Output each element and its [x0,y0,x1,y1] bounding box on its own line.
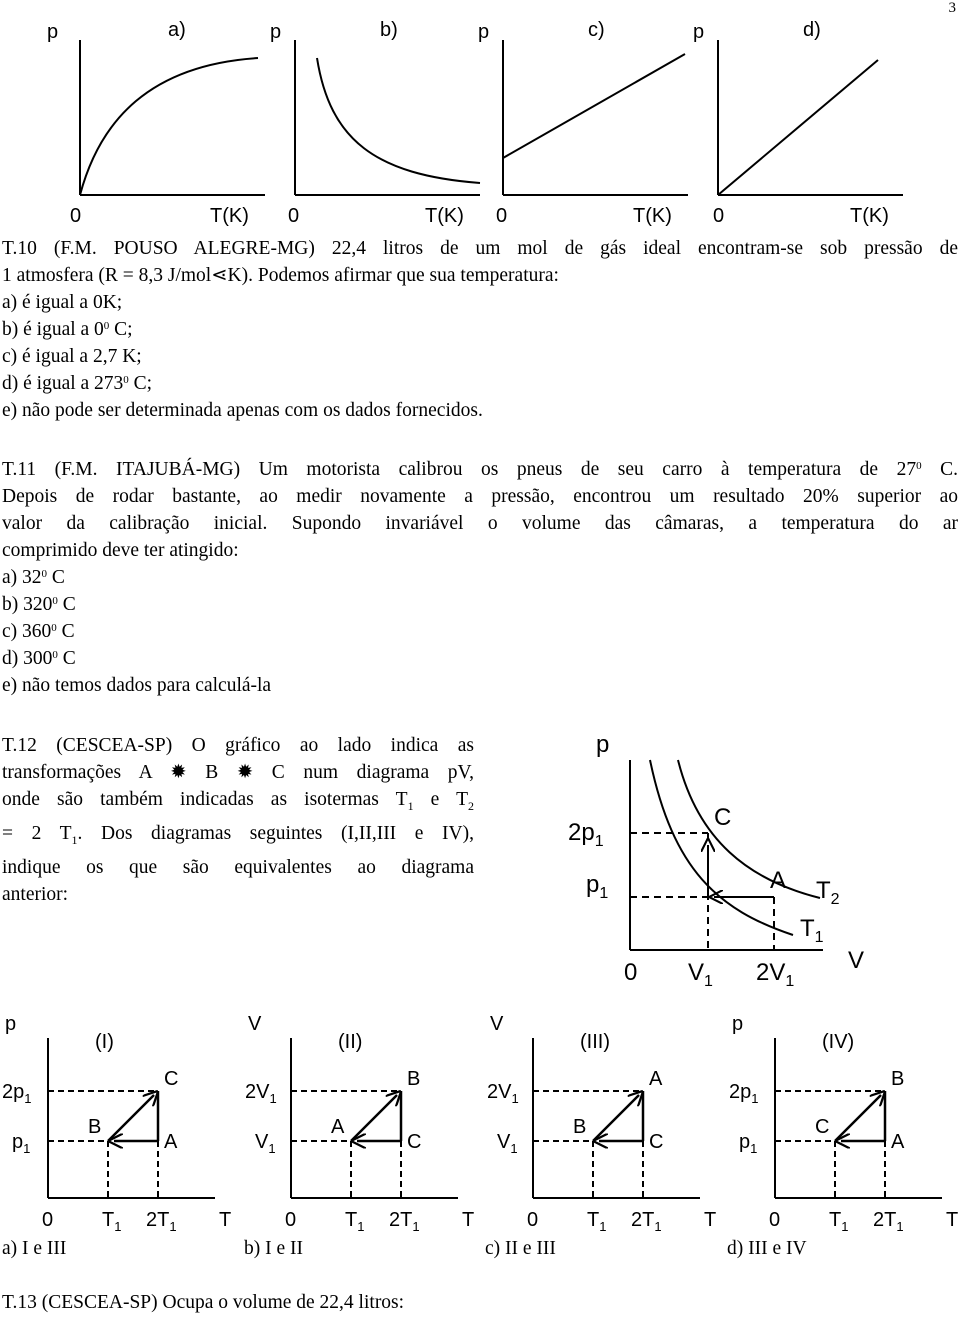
q11-option-d: d) $300^0$ C [2,648,76,669]
q12-line-4: = 2 $T_1$. Dos diagramas seguintes (I,II,III e IV), [2,822,474,847]
q11-line-1: T.11 (F.M. ITAJUBÁ-MG) Um motorista calibrou os pneus de seu carro à temperatura de $27^0$ C. [2,459,958,480]
x-axis-label: T [946,1209,959,1231]
x-label-2t1: $2T_1$ [873,1209,904,1234]
x-label-t1: $T_1$ [587,1209,607,1234]
y-label-low: $V_1$ [497,1131,518,1156]
y-label-low: $p_1$ [12,1131,31,1156]
graph-d [693,19,903,227]
top-graphs [0,0,960,235]
q11-option-b: b) $320^0$ C [2,594,76,615]
y-label-low: $V_1$ [255,1131,276,1156]
point-label-low-right: C [407,1131,422,1153]
graph-d-x-label: T(K) [850,205,889,227]
pv-label-2p1: $2p_1$ [568,819,604,850]
diagram-1 [2,1013,231,1234]
pv-y-label: p [596,731,610,758]
pv-label-a: A [770,867,787,894]
diagonal-path [108,1095,154,1141]
point-label-high: B [407,1068,421,1090]
graph-c [478,19,688,227]
y-label-high: $2V_1$ [245,1081,277,1106]
question-t13: T.13 (CESCEA-SP) Ocupa o volume de 22,4 litros: [2,1292,405,1313]
x-label-t1: $T_1$ [102,1209,122,1234]
y-axis-label: V [490,1013,504,1035]
pv-label-2v1: $2V_1$ [756,959,795,990]
point-label-high: C [164,1068,179,1090]
line-c [503,54,685,158]
y-label-high: $2V_1$ [487,1081,519,1106]
x-label-t1: $T_1$ [829,1209,849,1234]
q10-option-c: c) é igual a 2,7 K; [2,346,142,367]
diagram-title: (III) [580,1031,610,1053]
graph-a-origin: 0 [70,205,82,227]
x-label-2t1: $2T_1$ [631,1209,662,1234]
point-label-low-right: C [649,1131,664,1153]
q11-option-e: e) não temos dados para calculá-la [2,675,272,696]
graph-a-x-label: T(K) [210,205,249,227]
q11-line-4: comprimido deve ter atingido: [2,540,239,561]
small-diagrams [0,1013,960,1234]
x-label-2t1: $2T_1$ [146,1209,177,1234]
q10-line-1: T.10 (F.M. POUSO ALEGRE-MG) 22,4 litros de um mol de gás ideal encontram-se sob pressão de [2,238,958,259]
x-axis-label: T [462,1209,475,1231]
isotherm-t1 [650,760,793,935]
diagram-title: (I) [95,1031,114,1053]
x-axis-label: T [704,1209,717,1231]
q11-line-3: valor da calibração inicial. Supondo invariável o volume das câmaras, a temperatura do ar [2,513,958,534]
origin-label: 0 [285,1209,297,1231]
graph-b-y-label: p [270,21,282,43]
q12-line-5: indique os que são equivalentes ao diagrama [2,856,474,878]
diagonal-path [835,1095,881,1141]
diagonal-path [593,1095,639,1141]
graph-d-origin: 0 [713,205,725,227]
question-t10 [2,235,958,424]
y-axis-label: p [5,1013,17,1035]
curve-a [80,58,258,195]
diagram-4 [729,1013,958,1234]
pv-diagram [548,720,878,990]
page-number: 3 [948,0,956,16]
diagram-title: (II) [338,1031,363,1053]
x-axis-label: T [219,1209,232,1231]
origin-label: 0 [42,1209,54,1231]
pv-label-t1: $T_1$ [800,915,824,946]
graph-c-origin: 0 [496,205,508,227]
q11-option-a: a) $32^0$ C [2,567,65,588]
q10-option-e: e) não pode ser determinada apenas com os dados fornecidos. [2,400,483,421]
graph-a [47,19,265,227]
answer-a: a) I e III [2,1238,67,1259]
y-axis-label: p [732,1013,744,1035]
graph-d-y-label: p [693,21,705,43]
pv-origin: 0 [624,959,638,986]
q11-line-2: Depois de rodar bastante, ao medir novamente a pressão, encontrou um resultado 20% superior ao [2,486,958,507]
diagonal-path [351,1095,397,1141]
origin-label: 0 [527,1209,539,1231]
q12-line-6: anterior: [2,883,69,905]
pv-label-c: C [714,804,732,831]
answer-b: b) I e II [244,1238,304,1259]
point-label-high: B [891,1068,905,1090]
y-label-low: $p_1$ [739,1131,758,1156]
graph-c-x-label: T(K) [633,205,672,227]
origin-label: 0 [769,1209,781,1231]
diagram-3 [487,1013,716,1234]
graph-b [270,19,480,227]
pv-label-v1: $V_1$ [688,959,713,990]
x-label-2t1: $2T_1$ [389,1209,420,1234]
graph-b-origin: 0 [288,205,300,227]
pv-label-p1: $p_1$ [586,871,609,902]
pv-x-label: V [848,947,865,974]
graph-c-label: c) [588,19,605,41]
point-label-high: A [649,1068,663,1090]
q12-line-1: T.12 (CESCEA-SP) O gráfico ao lado indica as [2,735,474,756]
point-label-low-right: A [891,1131,905,1153]
graph-a-label: a) [168,19,186,41]
question-t11 [2,456,958,699]
point-label-low-left: A [331,1116,345,1138]
point-label-low-left: B [573,1116,587,1138]
graph-b-x-label: T(K) [425,205,464,227]
y-label-high: $2p_1$ [2,1081,32,1106]
question-t12 [2,732,474,908]
q10-option-a: a) é igual a 0K; [2,292,123,313]
graph-d-label: d) [803,19,821,41]
answer-d: d) III e IV [727,1238,807,1259]
graph-a-y-label: p [47,21,59,43]
diagram-title: (IV) [822,1031,855,1053]
pv-label-t2: $T_2$ [816,877,840,908]
diagram-2 [245,1013,474,1234]
y-label-high: $2p_1$ [729,1081,759,1106]
y-axis-label: V [248,1013,262,1035]
q12-line-2: transformações A ✹ B ✹ C num diagrama pV, [2,762,474,783]
q10-option-d: d) é igual a $273^0$ C; [2,373,153,394]
point-label-low-right: A [164,1131,178,1153]
point-label-low-left: B [88,1116,102,1138]
q11-option-c: c) $360^0$ C [2,621,75,642]
line-d [718,60,878,195]
graph-c-y-label: p [478,21,490,43]
curve-b [317,58,480,183]
q12-line-3: onde são também indicadas as isotermas $T_1$ e $T_2$ [2,789,474,813]
point-label-low-left: C [815,1116,830,1138]
answer-c: c) II e III [485,1238,556,1259]
x-label-t1: $T_1$ [345,1209,365,1234]
q10-line-2: 1 atmosfera (R = 8,3 J/mol⋖K). Podemos afirmar que sua temperatura: [2,265,559,286]
graph-b-label: b) [380,19,398,41]
q10-option-b: b) é igual a $0^0$ C; [2,319,133,340]
